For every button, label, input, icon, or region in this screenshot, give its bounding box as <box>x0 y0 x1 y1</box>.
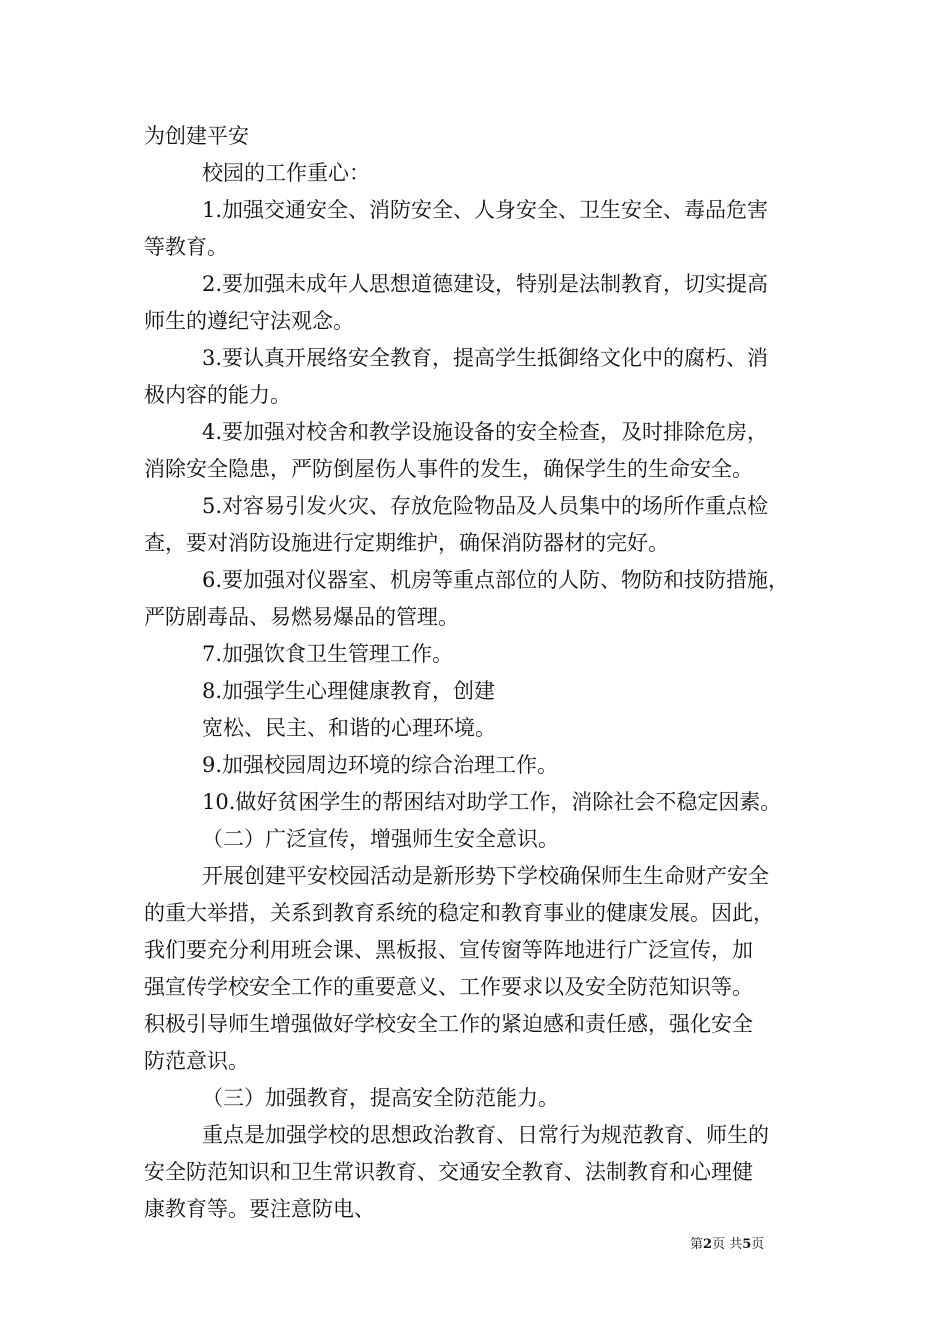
text-line: （三）加强教育，提高安全防范能力。 <box>202 1086 559 1110</box>
text-line: 康教育等。要注意防电、 <box>144 1197 375 1221</box>
text-line: 9.加强校园周边环境的综合治理工作。 <box>202 753 559 777</box>
text-line: 的重大举措，关系到教育系统的稳定和教育事业的健康发展。因此， <box>144 901 774 925</box>
text-line: 安全防范知识和卫生常识教育、交通安全教育、法制教育和心理健 <box>144 1160 753 1184</box>
footer-current-page: 2 <box>703 1237 713 1252</box>
text-line: （二）广泛宣传，增强师生安全意识。 <box>202 827 559 851</box>
text-line: 5.对容易引发火灾、存放危险物品及人员集中的场所作重点检 <box>202 494 769 518</box>
text-line: 宽松、民主、和谐的心理环境。 <box>202 716 496 740</box>
text-line: 6.要加强对仪器室、机房等重点部位的人防、物防和技防措施， <box>202 568 790 592</box>
text-line: 4.要加强对校舍和教学设施设备的安全检查，及时排除危房， <box>202 420 769 444</box>
text-line: 2.要加强未成年人思想道德建设，特别是法制教育，切实提高 <box>202 272 769 296</box>
text-line: 防范意识。 <box>144 1049 249 1073</box>
text-line: 师生的遵纪守法观念。 <box>144 309 354 333</box>
text-line: 重点是加强学校的思想政治教育、日常行为规范教育、师生的 <box>202 1123 769 1147</box>
text-line: 为创建平安 <box>144 124 249 148</box>
footer-middle: 页 共 <box>712 1237 743 1252</box>
text-line: 消除安全隐患，严防倒屋伤人事件的发生，确保学生的生命安全。 <box>144 457 753 481</box>
text-line: 积极引导师生增强做好学校安全工作的紧迫感和责任感，强化安全 <box>144 1012 753 1036</box>
text-line: 强宣传学校安全工作的重要意义、工作要求以及安全防范知识等。 <box>144 975 753 999</box>
text-line: 严防剧毒品、易燃易爆品的管理。 <box>144 605 459 629</box>
page-footer <box>690 1237 810 1253</box>
text-line: 8.加强学生心理健康教育，创建 <box>202 679 496 703</box>
text-line: 10.做好贫困学生的帮困结对助学工作，消除社会不稳定因素。 <box>202 790 782 814</box>
text-line: 3.要认真开展络安全教育，提高学生抵御络文化中的腐朽、消 <box>202 346 769 370</box>
text-line: 我们要充分利用班会课、黑板报、宣传窗等阵地进行广泛宣传，加 <box>144 938 753 962</box>
text-line: 校园的工作重心： <box>202 161 370 185</box>
footer-total-pages: 5 <box>742 1237 752 1252</box>
text-line: 等教育。 <box>144 235 228 259</box>
text-line: 7.加强饮食卫生管理工作。 <box>202 642 454 666</box>
footer-prefix: 第 <box>690 1237 704 1252</box>
document-body <box>144 118 814 1228</box>
footer-suffix: 页 <box>751 1237 765 1252</box>
text-line: 开展创建平安校园活动是新形势下学校确保师生生命财产安全 <box>202 864 769 888</box>
text-line: 1.加强交通安全、消防安全、人身安全、卫生安全、毒品危害 <box>202 198 769 222</box>
text-line: 查，要对消防设施进行定期维护，确保消防器材的完好。 <box>144 531 669 555</box>
text-line: 极内容的能力。 <box>144 383 291 407</box>
